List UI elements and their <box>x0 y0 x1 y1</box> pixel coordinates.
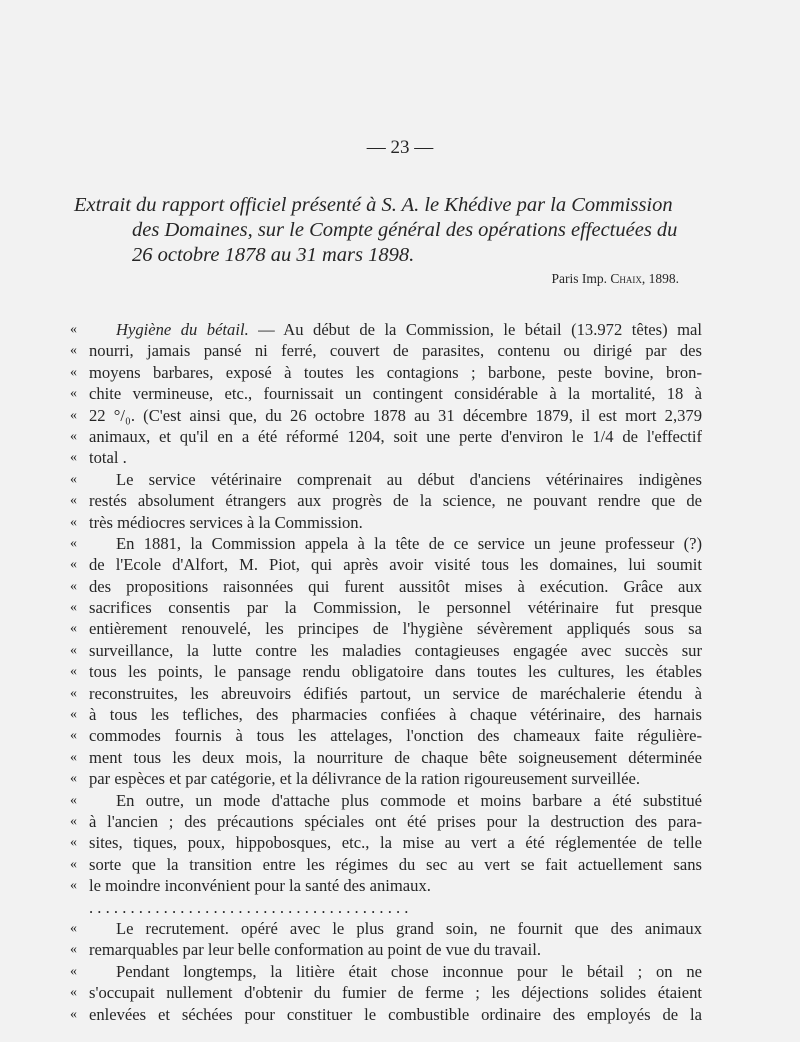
quotation-mark: « <box>70 942 77 958</box>
quotation-mark: « <box>70 578 77 594</box>
line-text <box>116 918 702 939</box>
line-text <box>89 340 702 361</box>
line-text <box>89 447 702 468</box>
line-content: de l'Ecole d'Alfort, M. Piot, qui après avoir visité tous les domaines, lui soumit <box>89 555 702 575</box>
quotation-mark: « <box>70 428 77 444</box>
quoted-text-body <box>70 319 702 1025</box>
quotation-mark: « <box>70 621 77 637</box>
quotation-mark: « <box>70 920 77 936</box>
text-line <box>70 405 702 426</box>
line-content: . . . . . . . . . . . . . . . . . . . . . . . . . . . . . . . . . . . . . . . <box>89 897 409 917</box>
quotation-mark: « <box>70 813 77 829</box>
text-line <box>70 725 702 746</box>
line-content: Le service vétérinaire comprenait au début d'anciens vétérinaires indigènes <box>116 469 702 489</box>
line-content: des propositions raisonnées qui furent aussitôt mises à exécution. Grâce aux <box>89 576 702 596</box>
section-title: Hygiène du bétail. <box>116 320 249 339</box>
text-line <box>70 490 702 511</box>
line-content: En 1881, la Commission appela à la tête de ce service un jeune professeur (?) <box>116 533 702 553</box>
text-line <box>70 918 702 939</box>
line-content: sacrifices consentis par la Commission, le personnel vétérinaire fut presque <box>89 598 702 618</box>
line-text <box>89 640 702 661</box>
text-line <box>70 832 702 853</box>
text-line <box>70 747 702 768</box>
heading-line-2: des Domaines, sur le Compte général des opérations effectuées du <box>132 219 678 241</box>
line-text <box>89 939 702 960</box>
text-line <box>70 362 702 383</box>
line-text <box>89 512 702 533</box>
heading-line-3: 26 octobre 1878 au 31 mars 1898. <box>132 244 415 266</box>
text-line <box>70 447 702 468</box>
line-text <box>89 982 702 1003</box>
text-line <box>70 939 702 960</box>
line-text <box>89 875 702 896</box>
source-prefix: Paris Imp. <box>551 271 607 286</box>
line-content: le moindre inconvénient pour la santé des animaux. <box>89 876 431 896</box>
quotation-mark: « <box>70 407 77 423</box>
quotation-mark: « <box>70 771 77 787</box>
line-content: chite vermineuse, etc., fournissait un contingent considérable à la mortalité, 18 à <box>89 384 702 404</box>
quotation-mark: « <box>70 685 77 701</box>
line-content: sites, tiques, poux, hippobosques, etc., la mise au vert a été réglementée de telle <box>89 833 702 853</box>
line-text <box>89 426 702 447</box>
quotation-mark: « <box>70 600 77 616</box>
text-line <box>70 597 702 618</box>
text-line <box>70 704 702 725</box>
line-content: Pendant longtemps, la litière était chose inconnue pour le bétail ; on ne <box>116 961 702 981</box>
line-text <box>116 961 702 982</box>
line-text <box>116 533 702 554</box>
line-content: 22 °/₀. (C'est ainsi que, du 26 octobre 1878 au 31 décembre 1879, il est mort 2,379 <box>89 405 702 425</box>
line-content: ment tous les deux mois, la nourriture de chaque bête soigneusement déterminée <box>89 747 702 767</box>
line-content: très médiocres services à la Commission. <box>89 512 363 532</box>
text-line <box>70 576 702 597</box>
source-printer: Chaix <box>610 271 642 286</box>
source-citation <box>400 271 679 287</box>
line-text <box>116 319 702 340</box>
heading-line-1: Extrait du rapport officiel présenté à S. A. le Khédive par la Commission <box>74 194 673 216</box>
line-text <box>89 576 702 597</box>
line-content: restés absolument étrangers aux progrès de la science, ne pouvant rendre que de <box>89 491 702 511</box>
line-text <box>89 704 702 725</box>
line-content: commodes fournis à tous les attelages, l'onction des chameaux faite régulière- <box>89 726 702 746</box>
source-year: , 1898. <box>641 271 679 286</box>
line-text <box>89 661 702 682</box>
page-number: — 23 — <box>366 137 434 158</box>
text-line <box>70 811 702 832</box>
line-content: sorte que la transition entre les régimes du sec au vert se fait actuellement sans <box>89 854 702 874</box>
quotation-mark: « <box>70 728 77 744</box>
line-content: — Au début de la Commission, le bétail (13.972 têtes) mal <box>248 320 702 339</box>
line-text <box>89 554 702 575</box>
text-line <box>70 683 702 704</box>
line-text <box>89 490 702 511</box>
quotation-mark: « <box>70 963 77 979</box>
line-text <box>89 811 702 832</box>
text-line <box>70 640 702 661</box>
quotation-mark: « <box>70 343 77 359</box>
text-line <box>70 661 702 682</box>
line-text <box>89 405 702 426</box>
text-line <box>70 1004 702 1025</box>
ellipsis-separator <box>89 897 702 918</box>
line-text <box>89 383 702 404</box>
quotation-mark: « <box>70 471 77 487</box>
text-line <box>70 340 702 361</box>
quotation-mark: « <box>70 749 77 765</box>
quotation-mark: « <box>70 557 77 573</box>
line-text <box>89 683 702 704</box>
quotation-mark: « <box>70 450 77 466</box>
line-text <box>89 832 702 853</box>
line-text <box>89 618 702 639</box>
line-text <box>89 362 702 383</box>
quotation-mark: « <box>70 856 77 872</box>
quotation-mark: « <box>70 514 77 530</box>
text-line <box>70 790 702 811</box>
quotation-mark: « <box>70 386 77 402</box>
line-text <box>116 790 702 811</box>
line-content: entièrement renouvelé, les principes de l'hygiène sévèrement appliqués sous sa <box>89 619 702 639</box>
quotation-mark: « <box>70 322 77 337</box>
quotation-mark: « <box>70 1006 77 1022</box>
text-line <box>70 319 702 340</box>
text-line <box>70 897 702 918</box>
line-content: moyens barbares, exposé à toutes les contagions ; barbone, peste bovine, bron- <box>89 362 702 382</box>
text-line <box>70 533 702 554</box>
quotation-mark: « <box>70 493 77 509</box>
text-line <box>70 982 702 1003</box>
quotation-mark: « <box>70 835 77 851</box>
line-text <box>89 1004 702 1025</box>
quotation-mark: « <box>70 535 77 551</box>
text-line <box>70 554 702 575</box>
text-line <box>70 469 702 490</box>
line-content: reconstruites, les abreuvoirs édifiés partout, un service de maréchalerie étendu à <box>89 683 702 703</box>
line-content: remarquables par leur belle conformation au point de vue du travail. <box>89 940 542 960</box>
line-content: En outre, un mode d'attache plus commode et moins barbare a été substitué <box>116 790 702 810</box>
text-line <box>70 618 702 639</box>
line-text <box>116 469 702 490</box>
line-text <box>89 725 702 746</box>
text-line <box>70 854 702 875</box>
line-content: surveillance, la lutte contre les maladies contagieuses engagée avec succès sur <box>89 640 702 660</box>
document-heading <box>74 193 704 268</box>
text-line <box>70 512 702 533</box>
quotation-mark: « <box>70 792 77 808</box>
line-text <box>89 597 702 618</box>
line-content: animaux, et qu'il en a été réformé 1204, soit une perte d'environ le 1/4 de l'effectif <box>89 426 702 446</box>
text-line <box>70 875 702 896</box>
text-line <box>70 426 702 447</box>
quotation-mark: « <box>70 878 77 894</box>
quotation-mark: « <box>70 664 77 680</box>
quotation-mark: « <box>70 707 77 723</box>
text-line <box>70 383 702 404</box>
line-text <box>89 854 702 875</box>
line-content: tous les points, le pansage rendu obligatoire dans toutes les cultures, les étables <box>89 662 702 682</box>
quotation-mark: « <box>70 985 77 1001</box>
line-content: par espèces et par catégorie, et la délivrance de la ration rigoureusement surveillée. <box>89 769 641 789</box>
quotation-mark: « <box>70 364 77 380</box>
line-content: à tous les tefliches, des pharmacies confiées à chaque vétérinaire, des harnais <box>89 705 702 725</box>
text-line <box>70 768 702 789</box>
line-content: total . <box>89 448 127 468</box>
line-content: enlevées et séchées pour constituer le combustible ordinaire des employés de la <box>89 1004 702 1024</box>
line-text <box>89 768 702 789</box>
line-content: s'occupait nullement d'obtenir du fumier de ferme ; les déjections solides étaient <box>89 983 702 1003</box>
line-content: Le recrutement. opéré avec le plus grand soin, ne fournit que des animaux <box>116 918 702 938</box>
quotation-mark: « <box>70 642 77 658</box>
line-text <box>89 747 702 768</box>
line-content: à l'ancien ; des précautions spéciales ont été prises pour la destruction des para- <box>89 811 702 831</box>
text-line <box>70 961 702 982</box>
line-content: nourri, jamais pansé ni ferré, couvert de parasites, contenu ou dirigé par des <box>89 341 702 361</box>
